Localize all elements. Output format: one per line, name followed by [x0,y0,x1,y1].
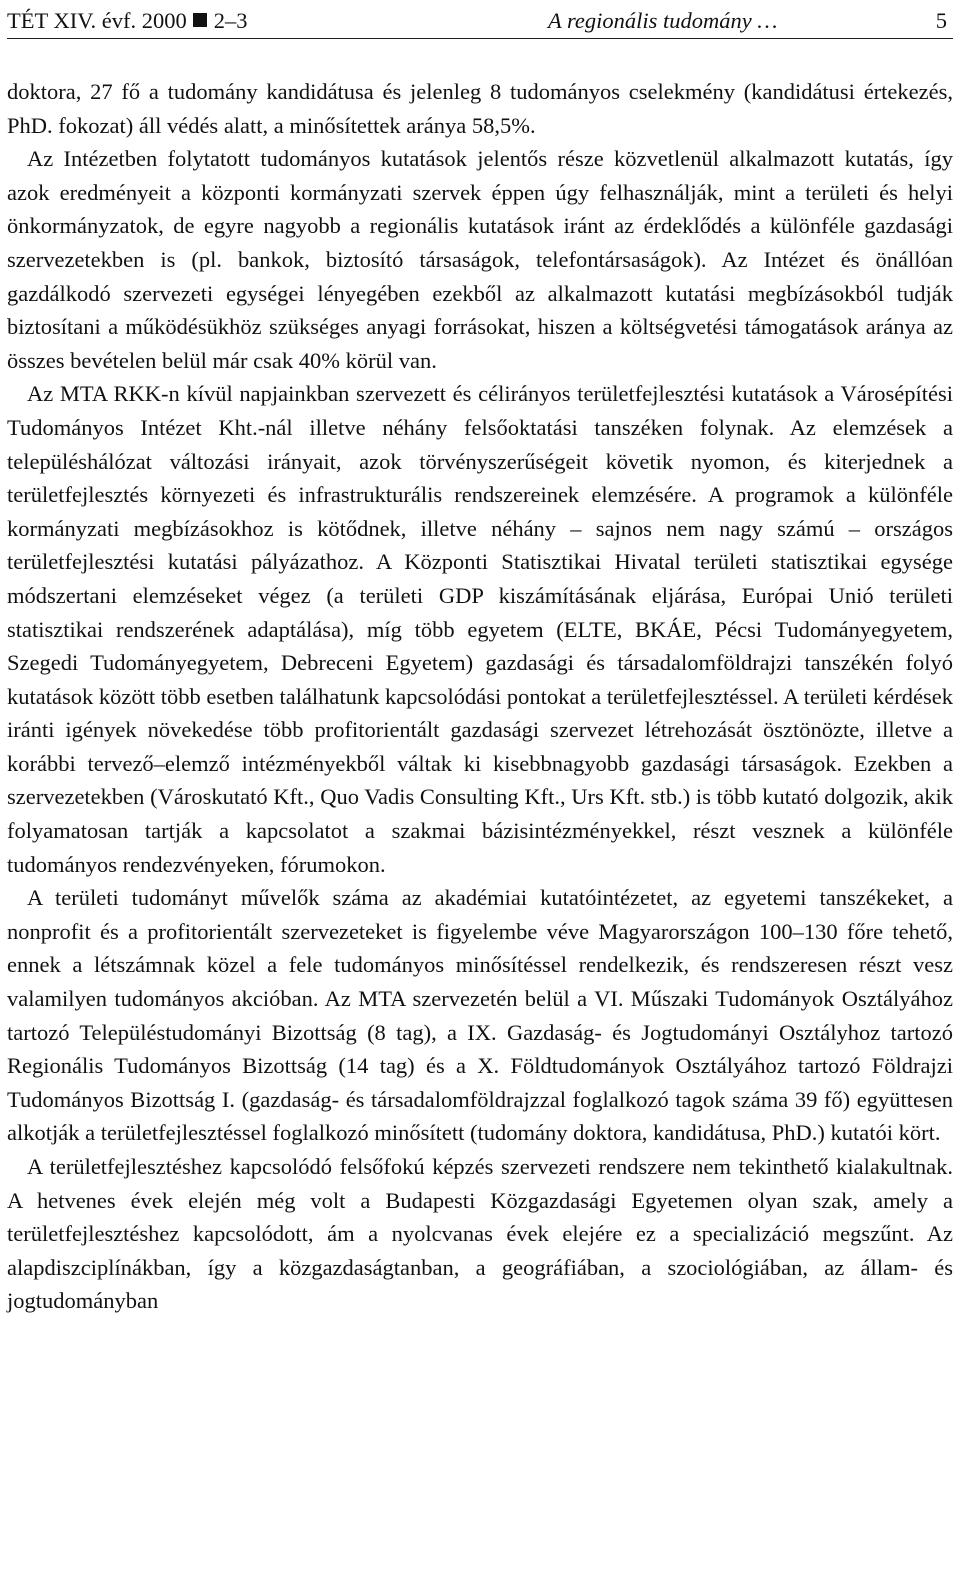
article-title: A regionális tudomány … [548,8,778,33]
paragraph: A területi tudományt művelők száma az akadémiai kutatóintézetet, az egyetemi tanszékeket, a nonprofit és a profitorientált szervezeteket is figyelembe véve Magyarországon 100–130 főre tehető, ennek a létszámnak közel a fele tudományos minősítéssel rendelkezik, és rendszeresen részt vesz valamilyen tudományos akcióban. Az MTA szervezetén belül a VI. Műszaki Tudományok Osztályához tartozó Településtudományi Bizottság (8 tag), a IX. Gazdaság- és Jogtudományi Osztályhoz tartozó Regionális Tudományos Bizottság (14 tag) és a X. Földtudományok Osztályához tartozó Földrajzi Tudományos Bizottság I. (gazdaság- és társadalomföldrajzzal foglalkozó tagok száma 39 fő) együttesen alkotják a területfejlesztéssel foglalkozó minősített (tudomány doktora, kandidátusa, PhD.) kutatói kört. [7,885,953,1146]
paragraph: Az MTA RKK-n kívül napjainkban szervezett és célirányos területfejlesztési kutatások a Városépítési Tudományos Intézet Kht.-nál illetve néhány felsőoktatási tanszéken folynak. Az elemzések a településhálózat változási irányait, azok törvényszerűségeit követik nyomon, és kiterjednek a területfejlesztés környezeti és infrastrukturális rendszereinek elemzésére. A programok a különféle kormányzati megbízásokhoz is kötődnek, illetve néhány – sajnos nem nagy számú – országos területfejlesztési kutatási pályázathoz. A Központi Statisztikai Hivatal területi statisztikai egysége módszertani elemzéseket végez (a területi GDP kiszámításának eljárása, Európai Unió területi statisztikai rendszerének adaptálása), míg több egyetem (ELTE, BKÁE, Pécsi Tudományegyetem, Szegedi Tudományegyetem, Debreceni Egyetem) gazdasági és társadalomföldrajzi tanszékén folyó kutatások között több esetben találhatunk kapcsolódási pontokat a területfejlesztéssel. A területi kérdések iránti igények növekedése több profitorientált gazdasági szervezet létrehozását ösztönözte, illetve a korábbi tervező–elemző intézményekből váltak ki kisebbnagyobb gazdasági társaságok. Ezekben a szervezetekben (Városkutató Kft., Quo Vadis Consulting Kft., Urs Kft. stb.) is több kutató dolgozik, akik folyamatosan tartják a kapcsolatot a szakmai bázisintézményekkel, részt vesznek a különféle tudományos rendezvényeken, fórumokon. [7,381,953,877]
header-journal-info [7,4,248,38]
square-bullet-icon [193,13,207,27]
paragraph: Az Intézetben folytatott tudományos kutatások jelentős része közvetlenül alkalmazott kutatás, így azok eredményeit a központi kormányzati szervek éppen úgy felhasználják, mint a területi és helyi önkormányzatok, de egyre nagyobb a regionális kutatások iránt az érdeklődés a különféle gazdasági szervezetekben is (pl. bankok, biztosító társaságok, telefontársaságok). Az Intézet és önállóan gazdálkodó szervezeti egységei lényegében ezekből az alkalmazott kutatási megbízásokból tudják biztosítani a működésükhöz szükséges anyagi forrásokat, hiszen a költségvetési támogatások aránya az összes bevételen belül már csak 40% körül van. [7,146,953,373]
running-header [7,4,953,39]
journal-name: TÉT XIV. évf. 2000 [7,8,187,33]
issue-number: 2–3 [213,8,248,33]
paragraph: doktora, 27 fő a tudomány kandidátusa és jelenleg 8 tudományos cselekmény (kandidátusi értekezés, PhD. fokozat) áll védés alatt, a minősítettek aránya 58,5%. [7,79,953,138]
page-number: 5 [935,8,947,33]
paragraph: A területfejlesztéshez kapcsolódó felsőfokú képzés szervezeti rendszere nem tekinthető kialakultnak. A hetvenes évek elején még volt a Budapesti Közgazdasági Egyetemen olyan szak, amely a területfejlesztéshez kapcsolódott, ám a nyolcvanas évek elejére ez a specializáció megszűnt. Az alapdiszciplínákban, így a közgazdaságtanban, a geográfiában, a szociológiában, az állam- és jogtudományban [7,1154,953,1314]
article-body [7,75,953,1318]
